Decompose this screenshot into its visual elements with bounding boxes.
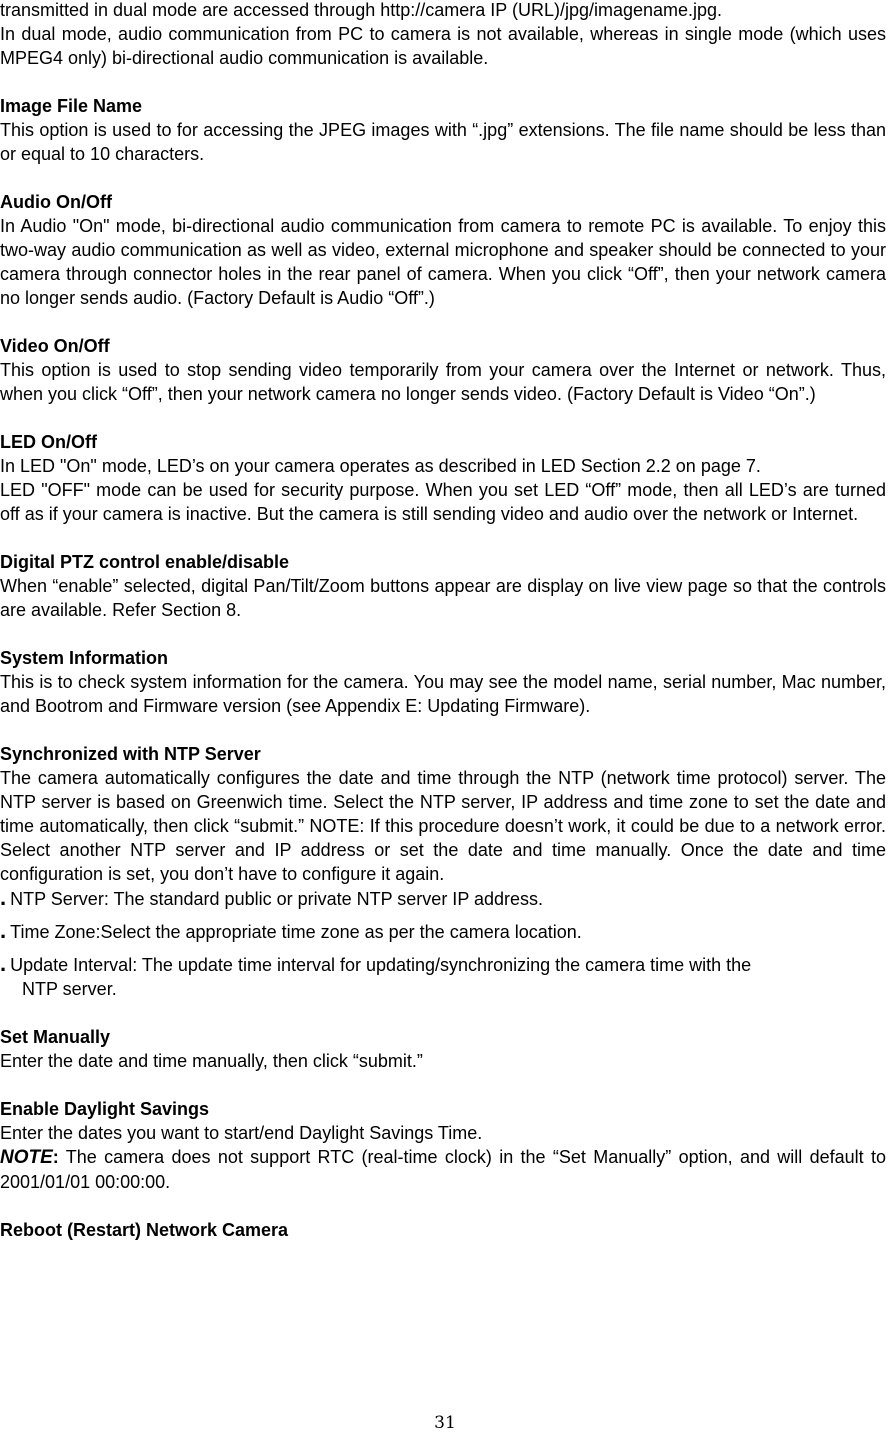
section-heading: Image File Name (0, 96, 143, 116)
section-audio (0, 190, 886, 310)
bullet-mark: . (0, 918, 7, 943)
bullet-item (0, 919, 886, 944)
section-body: The camera automatically configures the date and time through the NTP (network time protocol) server. The NTP server is based on Greenwich time. Select the NTP server, IP address and time zone to set the date and time automatically, then click “submit.” NOTE: If this procedure doesn’t work, it could be due to a network error. Select another NTP server and IP address or set the date and time manually. Once the date and time configuration is set, you don’t have to configure it again. (0, 768, 886, 884)
section-body: This is to check system information for the camera. You may see the model name, serial number, Mac number, and Bootrom and Firmware version (see Appendix E: Updating Firmware). (0, 672, 886, 716)
section-heading: LED On/Off (0, 432, 97, 452)
section-body: Enter the date and time manually, then click “submit.” (0, 1051, 423, 1071)
intro-line-1: transmitted in dual mode are accessed through http://camera IP (URL)/jpg/imagename.jpg. (0, 0, 723, 20)
note-body: The camera does not support RTC (real-time clock) in the “Set Manually” option, and will default to 2001/01/01 00:00:00. (0, 1147, 886, 1192)
note-colon: : (52, 1147, 59, 1167)
section-body: When “enable” selected, digital Pan/Tilt/Zoom buttons appear are display on live view page so that the controls are available. Refer Section 8. (0, 576, 886, 620)
note-label: NOTE (0, 1147, 53, 1168)
section-ptz (0, 550, 886, 622)
section-daylight-savings (0, 1097, 886, 1194)
section-heading: Video On/Off (0, 336, 110, 356)
section-heading: Reboot (Restart) Network Camera (0, 1220, 289, 1240)
section-body: This option is used to for accessing the JPEG images with “.jpg” extensions. The file name should be less than or equal to 10 characters. (0, 120, 886, 164)
section-body: This option is used to stop sending video temporarily from your camera over the Internet or network. Thus, when you click “Off”, then your network camera no longer sends video. (Factory Default is Video “On”.) (0, 360, 886, 404)
section-led (0, 430, 886, 526)
section-heading: Synchronized with NTP Server (0, 744, 261, 764)
section-heading: Set Manually (0, 1027, 111, 1047)
section-image-file-name (0, 94, 886, 166)
section-video (0, 334, 886, 406)
section-line: Enter the dates you want to start/end Daylight Savings Time. (0, 1123, 483, 1143)
section-ntp (0, 742, 886, 1025)
section-heading: Audio On/Off (0, 192, 112, 212)
section-system-information (0, 646, 886, 718)
bullet-mark: . (0, 885, 7, 910)
bullet-item (0, 886, 886, 911)
section-set-manually (0, 1025, 886, 1073)
bullet-continuation: NTP server. (22, 979, 117, 999)
section-body: In Audio "On" mode, bi-directional audio communication from camera to remote PC is available. To enjoy this two-way audio communication as well as video, external microphone and speaker should be connected to your camera through connector holes in the rear panel of camera. When you click “Off”, then your network camera no longer sends audio. (Factory Default is Audio “Off”.) (0, 216, 886, 308)
note-paragraph (0, 1145, 886, 1194)
bullet-item (0, 952, 886, 1001)
section-heading: System Information (0, 648, 169, 668)
page-number: 31 (434, 1413, 456, 1433)
section-heading: Enable Daylight Savings (0, 1099, 210, 1119)
section-body: LED "OFF" mode can be used for security purpose. When you set LED “Off” mode, then all LED’s are turned off as if your camera is inactive. But the camera is still sending video and audio over the network or Internet. (0, 480, 886, 524)
section-reboot (0, 1218, 886, 1242)
section-heading: Digital PTZ control enable/disable (0, 552, 290, 572)
bullet-mark: . (0, 951, 7, 976)
bullet-text: NTP Server: The standard public or private NTP server IP address. (10, 889, 544, 909)
section-line: In LED "On" mode, LED’s on your camera operates as described in LED Section 2.2 on page 7. (0, 456, 761, 476)
intro-line-2: In dual mode, audio communication from PC to camera is not available, whereas in single mode (which uses MPEG4 only) bi-directional audio communication is available. (0, 24, 886, 68)
bullet-text: Time Zone:Select the appropriate time zone as per the camera location. (10, 922, 582, 942)
bullet-text: Update Interval: The update time interval for updating/synchronizing the camera time with the (10, 955, 752, 975)
section-spacer (0, 1001, 886, 1025)
